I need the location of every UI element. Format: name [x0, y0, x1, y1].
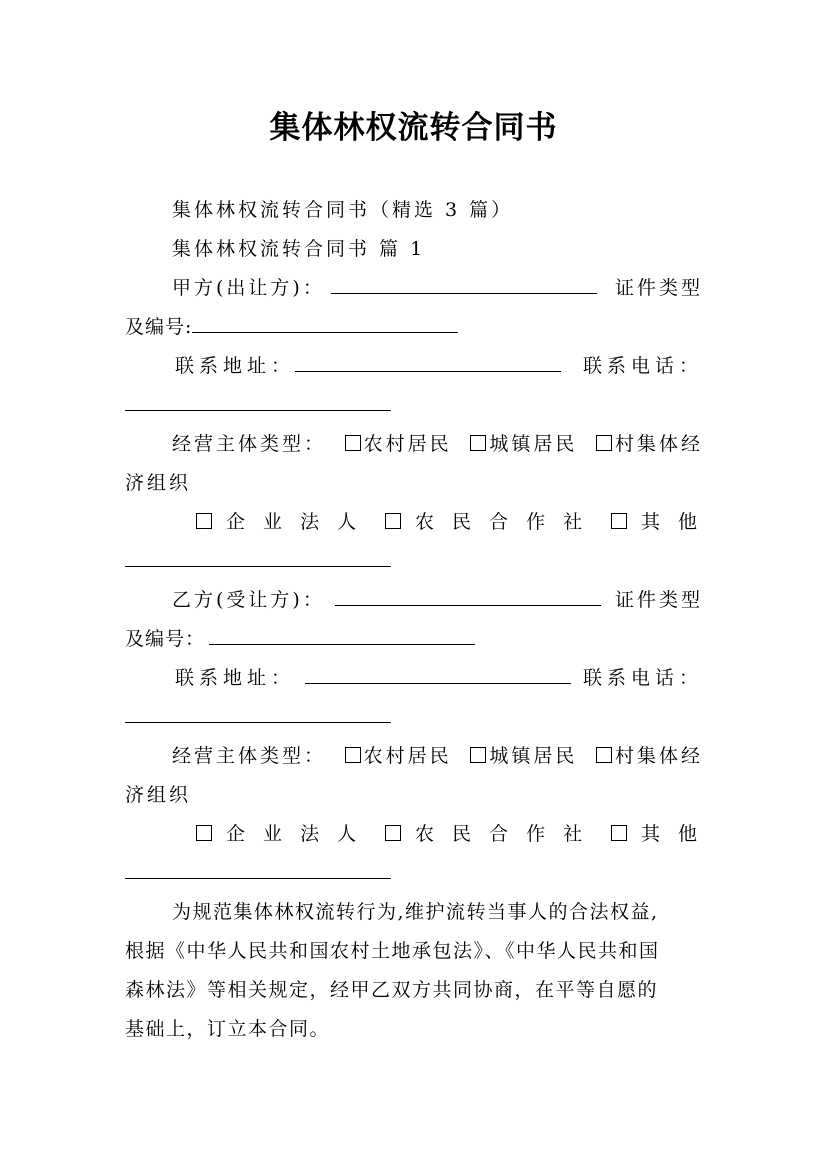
party-b-other-line [125, 861, 703, 885]
checkbox-icon[interactable] [470, 435, 486, 451]
party-b-label: 乙方(受让方)： [172, 589, 325, 611]
checkbox-icon[interactable] [470, 747, 486, 763]
party-a-phone-label: 联系电话： [582, 355, 703, 377]
party-a-id-type-label: 证件类型 [614, 277, 703, 299]
party-b-address-label: 联系地址： [175, 667, 296, 689]
preamble-line-1: 为规范集体林权流转行为,维护流转当事人的合法权益, [172, 901, 659, 923]
party-a-phone-field[interactable] [125, 393, 391, 411]
party-b-id-line [125, 627, 703, 651]
party-b-option-enterprise[interactable]: 企 业 法 人 [196, 822, 362, 846]
party-a-name-field[interactable] [331, 276, 597, 294]
party-b-id-number-field[interactable] [209, 627, 475, 645]
party-a-option-rural[interactable]: 农村居民 [345, 432, 452, 456]
party-a-label: 甲方(出让方)： [172, 277, 325, 299]
party-b-option-rural[interactable]: 农村居民 [345, 744, 452, 768]
subtitle: 集体林权流转合同书（精选 3 篇） [172, 199, 514, 221]
party-a-option-other[interactable]: 其 他 [611, 510, 703, 534]
checkbox-icon[interactable] [596, 747, 612, 763]
checkbox-icon[interactable] [611, 825, 627, 841]
party-a-contact-line [175, 354, 703, 378]
party-a-other-line [125, 549, 703, 573]
party-b-phone-field[interactable] [125, 705, 391, 723]
party-a-id-line [125, 315, 703, 339]
party-a-address-label: 联系地址： [175, 355, 296, 377]
party-a-phone-line [125, 393, 703, 417]
party-b-other-field[interactable] [125, 861, 391, 879]
party-b-line [172, 588, 703, 612]
party-a-option-urban[interactable]: 城镇居民 [470, 432, 577, 456]
party-a-entity-label: 经营主体类型： [172, 433, 327, 455]
party-b-option-urban[interactable]: 城镇居民 [470, 744, 577, 768]
party-b-entity-line-2 [196, 822, 703, 846]
checkbox-icon[interactable] [596, 435, 612, 451]
checkbox-icon[interactable] [385, 825, 401, 841]
party-a-id-number-label: 及编号: [125, 316, 193, 338]
party-a-option-coop[interactable]: 农 民 合 作 社 [385, 510, 588, 534]
checkbox-icon[interactable] [345, 747, 361, 763]
party-b-entity-label: 经营主体类型： [172, 745, 327, 767]
party-b-option-other[interactable]: 其 他 [611, 822, 703, 846]
checkbox-icon[interactable] [196, 825, 212, 841]
party-b-option-coop[interactable]: 农 民 合 作 社 [385, 822, 588, 846]
party-b-id-number-label: 及编号： [125, 628, 206, 650]
party-a-id-number-field[interactable] [192, 315, 458, 333]
party-a-entity-line-2 [196, 510, 703, 534]
party-a-other-field[interactable] [125, 549, 391, 567]
checkbox-icon[interactable] [611, 513, 627, 529]
party-b-phone-label: 联系电话： [582, 667, 703, 689]
party-b-name-field[interactable] [335, 588, 601, 606]
party-b-address-field[interactable] [305, 666, 571, 684]
party-a-entity-wrap: 济组织 [125, 472, 192, 494]
checkbox-icon[interactable] [345, 435, 361, 451]
preamble-line-3: 森林法》等相关规定，经甲乙双方共同协商，在平等自愿的 [125, 979, 659, 1001]
preamble-line-4: 基础上，订立本合同。 [125, 1018, 331, 1040]
party-b-entity-line [172, 744, 703, 768]
party-a-entity-line [172, 432, 703, 456]
checkbox-icon[interactable] [196, 513, 212, 529]
document-title: 集体林权流转合同书 [269, 110, 558, 146]
party-b-option-collective[interactable]: 村集体经 [596, 744, 703, 768]
party-b-contact-line [175, 666, 703, 690]
section-heading: 集体林权流转合同书 篇 1 [172, 238, 426, 260]
party-b-entity-wrap: 济组织 [125, 784, 192, 806]
party-a-address-field[interactable] [295, 354, 561, 372]
party-a-line [172, 276, 703, 300]
preamble-line-2: 根据《中华人民共和国农村土地承包法》、《中华人民共和国 [125, 940, 660, 962]
party-b-phone-line [125, 705, 703, 729]
checkbox-icon[interactable] [385, 513, 401, 529]
party-a-option-collective[interactable]: 村集体经 [596, 432, 703, 456]
party-a-option-enterprise[interactable]: 企 业 法 人 [196, 510, 362, 534]
party-b-id-type-label: 证件类型 [614, 589, 703, 611]
